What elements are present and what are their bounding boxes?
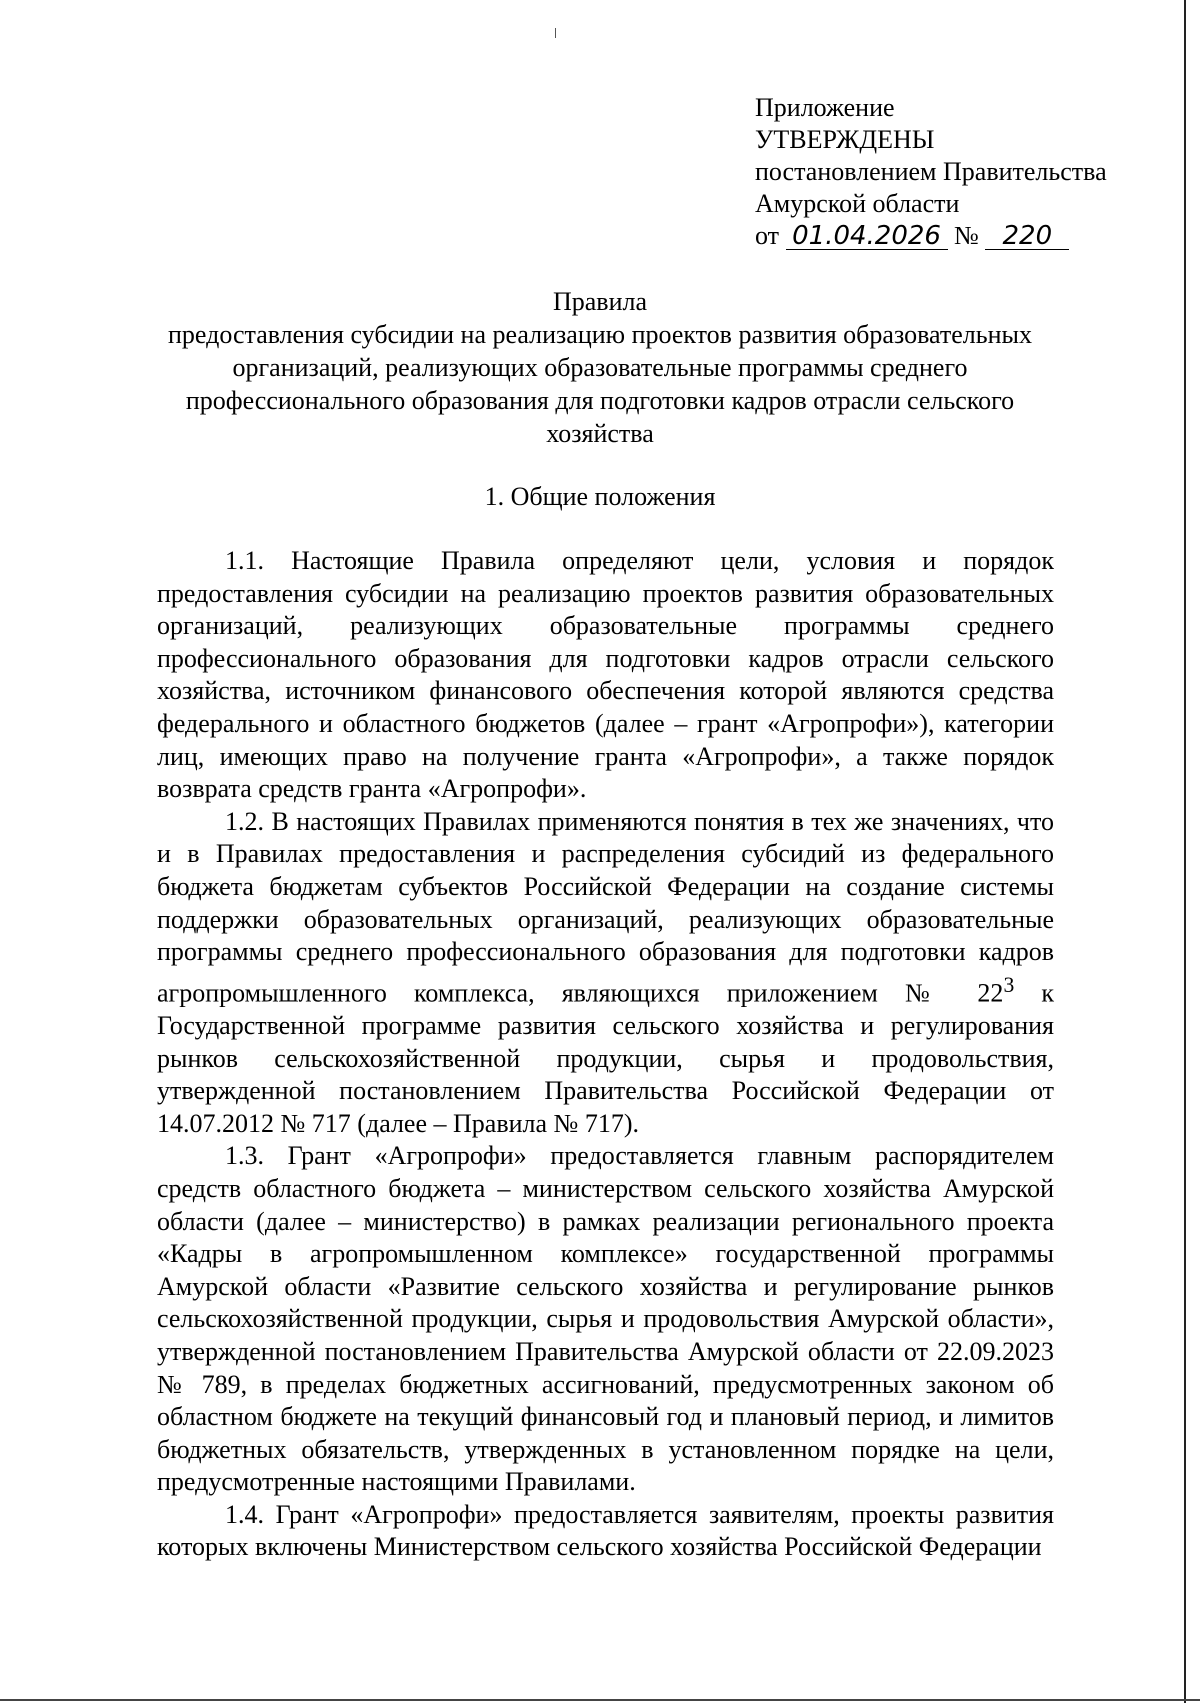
title-subtitle: предоставления субсидии на реализацию проектов развития образовательных организаций, реализующих образовательные программы среднего профессионального образования для подготовки кадров отрасли сельского хозяйства (167, 320, 1032, 448)
paragraph-1-2-end: к Государственной программе развития сельского хозяйства и регулирования рынков сельскохозяйственной продукции, сырья и продовольствия, утвержденной постановлением Правительства Российской Федерации от 14.07.2012 № 717 (далее – Правила № 717). (157, 978, 1054, 1138)
approval-region: Амурской области (755, 189, 960, 218)
handwritten-number: 220 (985, 223, 1069, 250)
approval-block (755, 92, 1107, 252)
document-title (150, 285, 1050, 450)
scan-edge-right (1184, 0, 1186, 1703)
approval-date-line (755, 220, 1107, 252)
scan-edge-bottom (0, 1699, 1200, 1701)
approval-approved: УТВЕРЖДЕНЫ (755, 125, 935, 154)
superscript: 3 (1003, 972, 1015, 997)
document-body (157, 545, 1054, 1564)
title-heading: Правила (552, 287, 648, 316)
scan-mark (555, 28, 556, 38)
paragraph-1-2 (157, 806, 1054, 1141)
date-prefix: от (755, 221, 780, 250)
section-heading: 1. Общие положения (484, 482, 716, 511)
number-prefix: № (954, 221, 979, 250)
paragraph-1-1: 1.1. Настоящие Правила определяют цели, условия и порядок предоставления субсидии на реализацию проектов развития образовательных организаций, реализующих образовательные программы среднего профессионального образования для подготовки кадров отрасли сельского хозяйства, источником финансового обеспечения которой являются средства федерального и областного бюджетов (далее – грант «Агропрофи»), категории лиц, имеющих право на получение гранта «Агропрофи», а также порядок возврата средств гранта «Агропрофи». (157, 546, 1054, 804)
handwritten-date: 01.04.2026 (786, 223, 948, 250)
approval-appendix: Приложение (755, 93, 895, 122)
paragraph-1-4: 1.4. Грант «Агропрофи» предоставляется заявителям, проекты развития которых включены Министерством сельского хозяйства Российской Федерации (157, 1499, 1054, 1562)
paragraph-1-2-start: 1.2. В настоящих Правилах применяются понятия в тех же значениях, что и в Правилах предоставления и распределения субсидий из федерального бюджета бюджетам субъектов Российской Федерации на создание системы поддержки образовательных организаций, реализующих образовательные программы среднего профессионального образования для подготовки кадров агропромышленного комплекса, являющихся приложением № 22 (157, 806, 1054, 1008)
approval-resolution: постановлением Правительства (755, 157, 1107, 186)
paragraph-1-3: 1.3. Грант «Агропрофи» предоставляется главным распорядителем средств областного бюджета – министерством сельского хозяйства Амурской области (далее – министерство) в рамках реализации регионального проекта «Кадры в агропромышленном комплексе» государственной программы Амурской области «Развитие сельского хозяйства и регулирование рынков сельскохозяйственной продукции, сырья и продовольствия Амурской области», утвержденной постановлением Правительства Амурской области от 22.09.2023 № 789, в пределах бюджетных ассигнований, предусмотренных законом об областном бюджете на текущий финансовый год и плановый период, и лимитов бюджетных обязательств, утвержденных в установленном порядке на цели, предусмотренные настоящими Правилами. (157, 1141, 1054, 1497)
